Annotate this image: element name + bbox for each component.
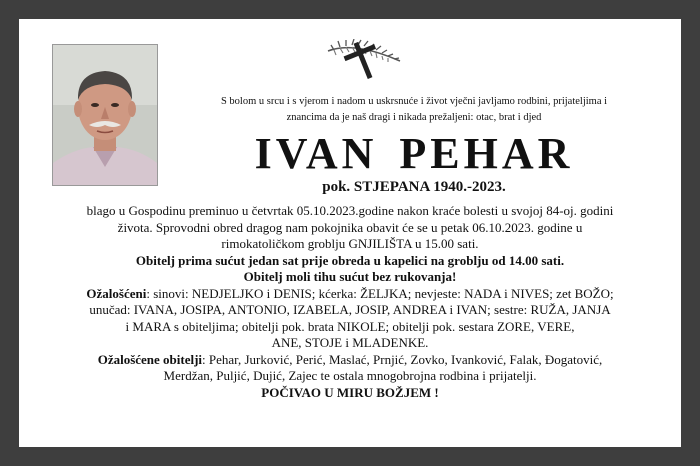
portrait-illustration: [53, 45, 157, 185]
condolence-line-1: Obitelj prima sućut jedan sat prije obreda u kapelici na groblju od 14.00 sati.: [135, 252, 565, 268]
families-line-1: [39, 352, 661, 369]
intro-line-1: S bolom u srcu i s vjerom i nadom u uskrsnuće i život vječni javljamo rodbini, prijateljima i: [220, 96, 608, 107]
families-label: Ožalošćene obitelji: [97, 351, 203, 367]
families-line-2: Merdžan, Puljić, Dujić, Zajec te ostala mnogobrojna rodbina i prijatelji.: [163, 368, 537, 383]
notice-body: [39, 203, 661, 401]
families-text-1: : Pehar, Jurković, Perić, Maslać, Prnjić, Zovko, Ivanković, Falak, Đogatović,: [202, 351, 603, 367]
portrait-photo: [52, 44, 158, 186]
father-and-dates: pok. STJEPANA 1940.-2023.: [322, 179, 506, 195]
mourners-line-4: ANE, STOJE i MLADENKE.: [271, 335, 429, 350]
intro-text: [159, 94, 669, 126]
deceased-name: [159, 130, 669, 178]
closing-line: POČIVAO U MIRU BOŽJEM !: [261, 384, 439, 400]
mourners-text-1: : sinovi: NEDJELJKO i DENIS; kćerka: ŽELJKA; nevjeste: NADA i NIVES; zet BOŽO;: [146, 285, 614, 301]
first-name: IVAN: [254, 129, 378, 178]
mourners-line-3: i MARA s obiteljima; obitelji pok. brata NIKOLE; obitelji pok. sestara ZORE, VERE,: [125, 318, 575, 334]
intro-line-2: znancima da je naš dragi i nikada prežaljeni: otac, brat i djed: [286, 112, 542, 123]
mourners-line-1: [39, 286, 661, 303]
notice-paper: [19, 19, 681, 447]
last-name: PEHAR: [399, 129, 574, 178]
cross-with-palm-branch-icon: [324, 39, 404, 79]
mourners-line-2: unučad: IVANA, JOSIPA, ANTONIO, IZABELA, JOSIP, ANDREA i IVAN; sestre: RUŽA, JANJA: [89, 302, 611, 317]
death-line-3: rimokatoličkom groblju GNJILIŠTA u 15.00 sati.: [221, 236, 479, 251]
death-line-2: života. Sprovodni obred dragog nam pokojnika obavit će se u petak 06.10.2023. godine u: [117, 219, 583, 235]
condolence-line-2: Obitelj moli tihu sućut bez rukovanja!: [243, 269, 457, 284]
mourners-label: Ožalošćeni: [86, 285, 147, 301]
death-line-1: blago u Gospodinu preminuo u četvrtak 05.10.2023.godine nakon kraće bolesti u svojoj 84-oj. godini: [86, 203, 614, 218]
